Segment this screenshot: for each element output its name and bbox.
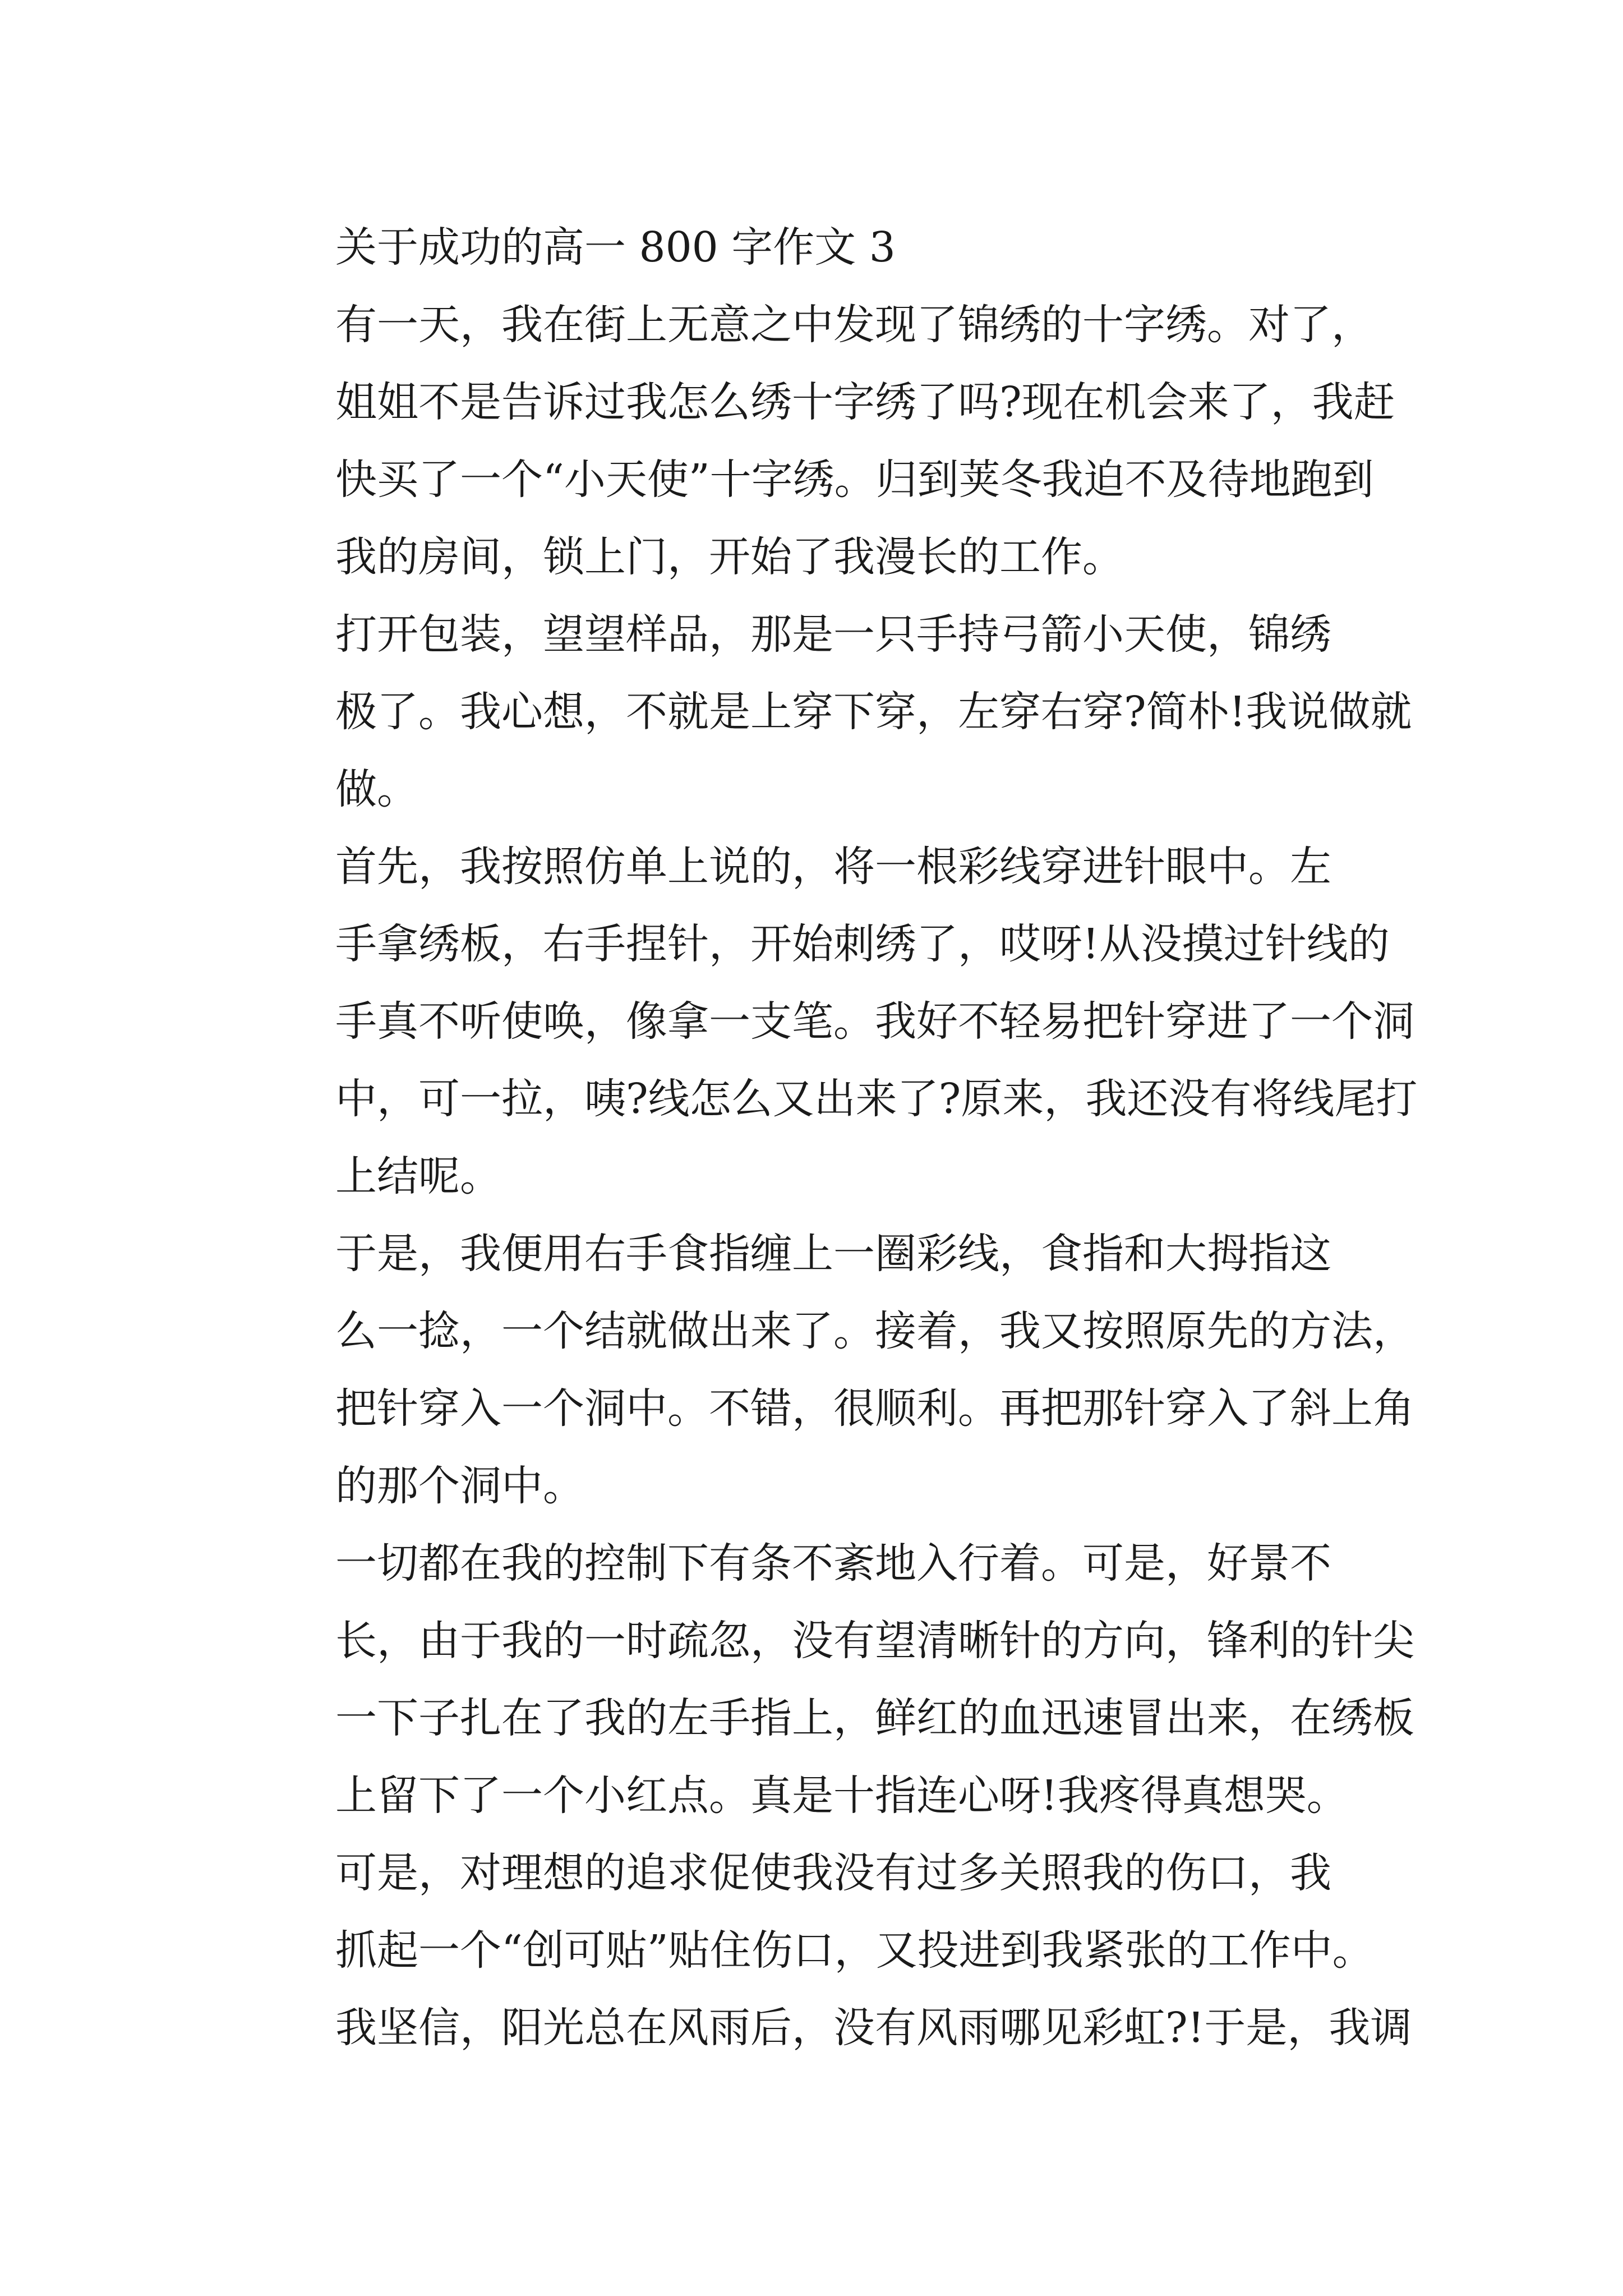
paragraph [252,286,1419,596]
document-title: 关于成功的高一 800 字作文 3 [335,223,896,272]
paragraph-line: 上结呢。 [335,1152,501,1200]
paragraph-line: 首先，我按照仿单上说的，将一根彩线穿进针眼中。左 [335,843,1331,891]
paragraph-line: 我坚信，阳光总在风雨后，没有风雨哪见彩虹?!于是，我调 [335,2004,1412,2052]
paragraph-line: 么一捻，一个结就做出来了。接着，我又按照原先的方法， [335,1307,1414,1355]
paragraph-line: 一下子扎在了我的左手指上，鲜红的血迅速冒出来，在绣板 [335,1694,1414,1742]
paragraph-line: 姐姐不是告诉过我怎么绣十字绣了吗?现在机会来了，我赶 [335,378,1395,426]
paragraph-line: 极了。我心想，不就是上穿下穿，左穿右穿?简朴!我说做就 [335,688,1412,736]
paragraph-line: 打开包装，望望样品，那是一只手持弓箭小天使，锦绣 [335,610,1331,659]
paragraph [252,828,1419,1215]
paragraph [252,596,1419,828]
paragraph-line: 快买了一个“小天使”十字绣。归到荚冬我迫不及待地跑到 [335,455,1374,504]
paragraph [252,1215,1419,1525]
paragraph [252,1834,1419,2067]
paragraph-line: 上留下了一个小红点。真是十指连心呀!我疼得真想哭。 [335,1772,1348,1820]
paragraph-list [252,286,1419,2067]
paragraph-line: 手真不听使唤，像拿一支笔。我好不轻易把针穿进了一个洞 [335,997,1414,1046]
paragraph-line: 有一天，我在街上无意之中发现了锦绣的十字绣。对了， [335,301,1373,349]
paragraph-line: 把针穿入一个洞中。不错，很顺利。再把那针穿入了斜上角 [335,1384,1414,1433]
paragraph-line: 于是，我便用右手食指缠上一圈彩线，食指和大拇指这 [335,1230,1331,1278]
paragraph-line: 长，由于我的一时疏忽，没有望清晰针的方向，锋利的针尖 [335,1617,1414,1665]
paragraph-line: 的那个洞中。 [335,1462,584,1510]
paragraph [252,1525,1419,1834]
paragraph-line: 做。 [335,765,418,813]
paragraph-line: 手拿绣板，右手捏针，开始刺绣了，哎呀!从没摸过针线的 [335,920,1390,968]
paragraph-line: 我的房间，锁上门，开始了我漫长的工作。 [335,533,1124,581]
paragraph-line: 一切都在我的控制下有条不紊地入行着。可是，好景不 [335,1539,1331,1588]
paragraph-line: 抓起一个“创可贴”贴住伤口，又投进到我紧张的工作中。 [335,1926,1374,1975]
paragraph-line: 中，可一拉，咦?线怎么又出来了?原来，我还没有将线尾打 [335,1075,1418,1123]
paragraph-line: 可是，对理想的追求促使我没有过多关照我的伤口，我 [335,1849,1331,1897]
document-body [252,209,1419,2067]
